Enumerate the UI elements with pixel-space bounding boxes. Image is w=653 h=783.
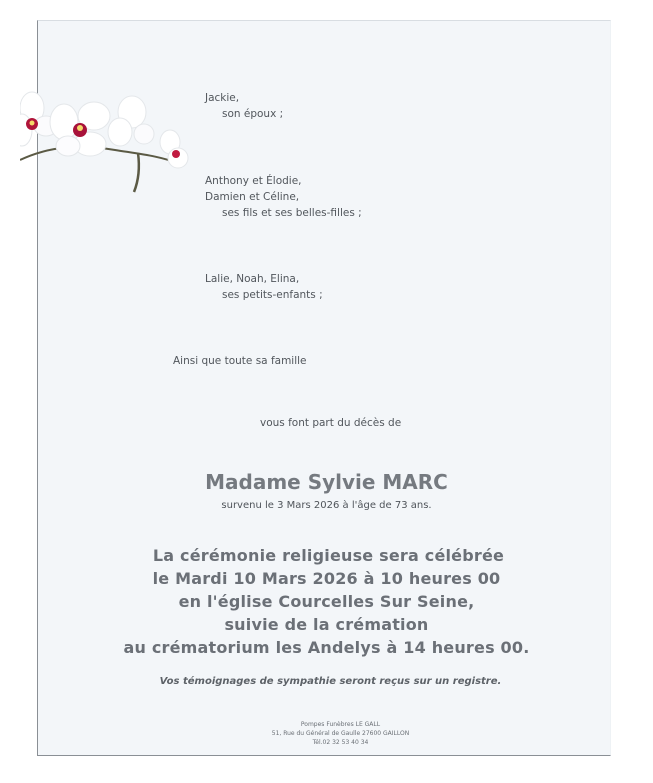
sons-role: ses fils et ses belles-filles ;: [222, 207, 362, 219]
ceremony-line-2: le Mardi 10 Mars 2026 à 10 heures 00: [152, 569, 501, 588]
announcement-intro: vous font part du décès de: [260, 417, 402, 429]
ceremony-line-1: La cérémonie religieuse sera célébrée: [152, 546, 505, 565]
orchid-decoration: [20, 78, 200, 198]
footer-company: Pompes Funèbres LE GALL: [300, 721, 381, 728]
grandchildren-role: ses petits-enfants ;: [222, 289, 323, 301]
footer-address: 51, Rue du Général de Gaulle 27600 GAILLON: [271, 730, 410, 737]
ceremony-line-4: suivie de la crémation: [224, 615, 429, 634]
spouse-role: son époux ;: [222, 108, 284, 120]
ceremony-line-5: au crématorium les Andelys à 14 heures 00.: [123, 638, 530, 657]
sons-line-1: Anthony et Élodie,: [205, 175, 302, 187]
footer-phone: Tél.02 32 53 40 34: [312, 739, 369, 746]
death-info: survenu le 3 Mars 2026 à l'âge de 73 ans.: [221, 500, 432, 511]
ceremony-line-3: en l'église Courcelles Sur Seine,: [178, 592, 475, 611]
sons-line-2: Damien et Céline,: [205, 191, 300, 203]
condolences-note: Vos témoignages de sympathie seront reçus sur un registre.: [159, 676, 502, 687]
deceased-name: Madame Sylvie MARC: [205, 470, 448, 494]
family-line: Ainsi que toute sa famille: [173, 355, 307, 367]
grandchildren-names: Lalie, Noah, Elina,: [205, 273, 300, 285]
spouse-name: Jackie,: [205, 92, 240, 104]
